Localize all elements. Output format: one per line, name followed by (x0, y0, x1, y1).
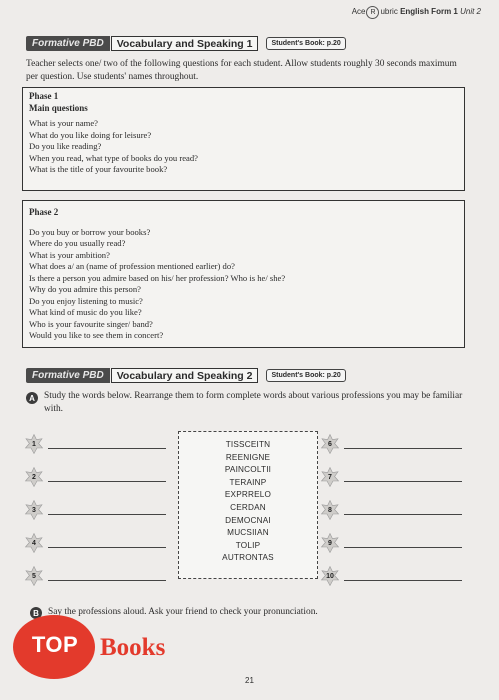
number-label: 1 (32, 440, 36, 448)
number-badge (24, 533, 44, 553)
phase2-question-list (29, 227, 458, 342)
section1-pbd-tag: Formative PBD (26, 36, 110, 51)
running-head (352, 6, 481, 19)
section1-book-ref: Student's Book: p.20 (266, 37, 345, 50)
scrambled-word: TERAINP (229, 477, 267, 487)
left-answer-column (24, 434, 170, 584)
question-item: What do you like doing for leisure? (29, 129, 152, 140)
watermark-books-text: Books (100, 634, 166, 661)
scrambled-word: AUTRONTAS (222, 553, 274, 563)
phase1-heading: Phase 1 (29, 91, 59, 101)
question-item: Would you like to see them in concert? (29, 330, 164, 340)
series-suffix: ubric (380, 7, 398, 16)
question-item: Do you like reading? (29, 141, 102, 151)
unit-label: Unit 2 (460, 7, 481, 16)
section2-bar (26, 368, 346, 383)
phase2-heading: Phase 2 (29, 207, 59, 217)
phase1-question-list (29, 118, 458, 176)
question-item: What kind of music do you like? (29, 307, 142, 317)
scrambled-word: TOLIP (235, 540, 261, 550)
number-label: 4 (32, 539, 36, 547)
answer-line-4[interactable] (48, 547, 166, 548)
number-badge (320, 533, 340, 553)
phase1-subheading: Main questions (29, 102, 88, 113)
number-label: 3 (32, 506, 36, 514)
number-badge (320, 566, 340, 586)
right-answer-column (320, 434, 470, 584)
number-label: 6 (328, 440, 332, 448)
number-badge (24, 434, 44, 454)
answer-line-2[interactable] (48, 481, 166, 482)
section2-title: Vocabulary and Speaking 2 (111, 368, 259, 383)
number-badge (24, 467, 44, 487)
phase2-box (22, 200, 465, 348)
question-item: Who is your favourite singer/ band? (29, 318, 153, 329)
number-label: 7 (328, 473, 332, 481)
section1-title: Vocabulary and Speaking 1 (111, 36, 259, 51)
section2-pbd-tag: Formative PBD (26, 368, 110, 383)
scrambled-word-list (179, 432, 317, 565)
number-label: 10 (326, 572, 334, 580)
answer-line-5[interactable] (48, 580, 166, 581)
watermark-top-text: TOP (31, 632, 79, 657)
part-a-instruction: Study the words below. Rearrange them to form complete words about various professions you may be familiar with. (44, 391, 463, 414)
series-logo-icon: R (366, 6, 379, 19)
answer-line-10[interactable] (344, 580, 462, 581)
number-label: 5 (32, 572, 36, 580)
question-item: What is your name? (29, 118, 98, 128)
number-badge (320, 467, 340, 487)
answer-line-1[interactable] (48, 448, 166, 449)
part-b-instruction: Say the professions aloud. Ask your friend to check your pronunciation. (48, 607, 318, 617)
answer-line-6[interactable] (344, 448, 462, 449)
topbooks-watermark (12, 612, 192, 684)
series-prefix: Ace (351, 7, 366, 16)
subject-label: English Form 1 (400, 7, 458, 16)
question-item: What is the title of your favourite book? (29, 164, 168, 174)
phase1-box (22, 87, 465, 191)
answer-line-9[interactable] (344, 547, 462, 548)
number-label: 9 (328, 539, 332, 547)
question-item: What is your ambition? (29, 249, 110, 260)
number-badge (320, 500, 340, 520)
scrambled-word-box (178, 431, 318, 579)
scrambled-word: MUCSIIAN (227, 528, 269, 538)
scrambled-word: PAINCOLTII (224, 465, 272, 475)
scrambled-word: REENIGNE (225, 452, 271, 462)
scrambled-word: CERDAN (230, 502, 266, 512)
question-item: Why do you admire this person? (29, 284, 141, 294)
scrambled-word: TISSCEITN (225, 440, 271, 449)
question-item: What does a/ an (name of profession mentioned earlier) do? (29, 261, 235, 271)
scrambled-word: DEMOCNAI (225, 515, 271, 525)
page-number: 21 (245, 676, 254, 685)
section2-book-ref: Student's Book: p.20 (266, 369, 345, 382)
number-label: 8 (328, 506, 332, 514)
number-badge (320, 434, 340, 454)
answer-line-3[interactable] (48, 514, 166, 515)
scrambled-word: EXPRRELO (224, 490, 272, 500)
number-label: 2 (32, 473, 36, 481)
question-item: Do you enjoy listening to music? (29, 295, 143, 306)
question-item: Is there a person you admire based on his/ her profession? Who is he/ she? (29, 272, 286, 283)
question-item: Where do you usually read? (29, 238, 126, 248)
answer-line-8[interactable] (344, 514, 462, 515)
number-badge (24, 500, 44, 520)
part-a-marker: A (26, 392, 38, 404)
section1-bar (26, 36, 346, 51)
part-b-marker: B (30, 607, 42, 619)
number-badge (24, 566, 44, 586)
answer-line-7[interactable] (344, 481, 462, 482)
question-item: When you read, what type of books do you read? (29, 152, 198, 163)
question-item: Do you buy or borrow your books? (29, 226, 151, 237)
section1-instruction: Teacher selects one/ two of the following questions for each student. Allow students roughly 30 seconds maximum per question. Use students' names throughout. (26, 59, 457, 82)
